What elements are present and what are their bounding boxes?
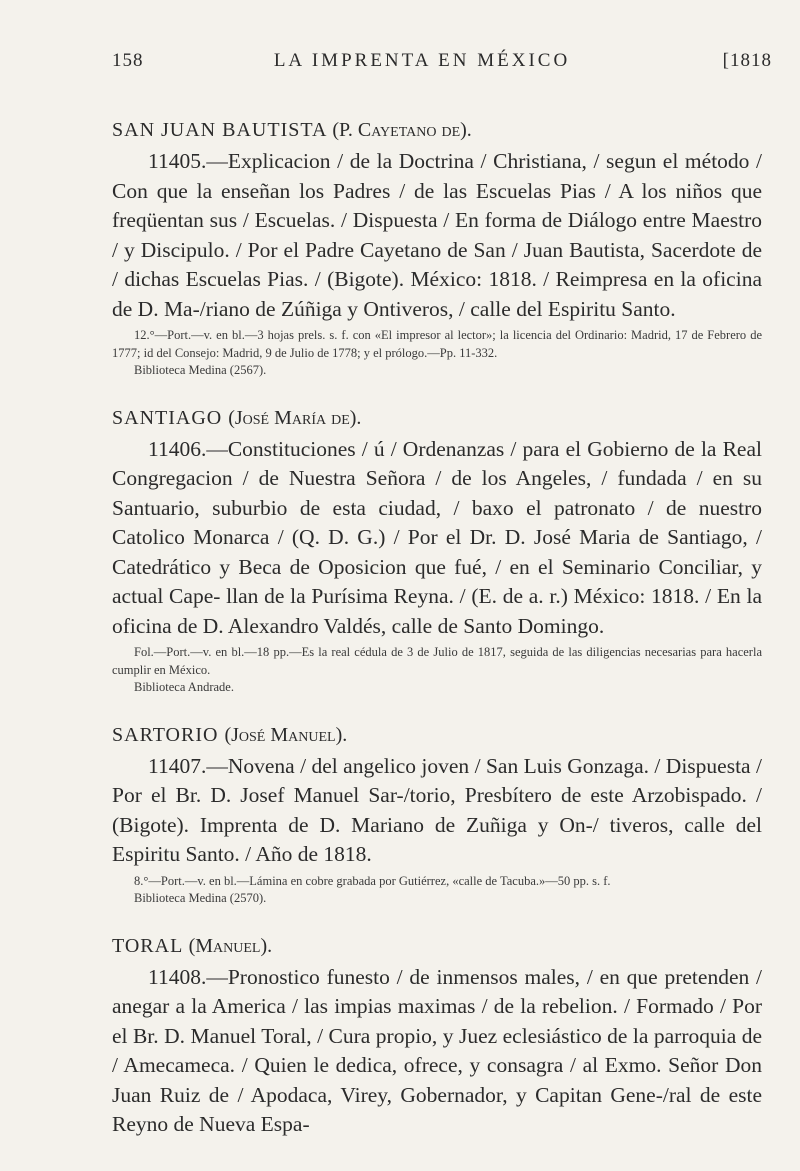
author-name: SAN JUAN BAUTISTA bbox=[112, 119, 327, 141]
entry-11408 bbox=[112, 932, 762, 1140]
entry-library: Biblioteca Medina (2570). bbox=[134, 891, 267, 905]
author-name: TORAL bbox=[112, 934, 183, 957]
entry-text: 11406.—Constituciones / ú / Ordenanzas / para el Gobierno de la Real Congregacion / de Nuestra Señora / de los Angeles, / fundada / en su Santuario, suburbio de esta ciudad, / baxo el patronato / de nuestro Catolico Monarca / (Q. D. G.) / Por el Dr. D. José Maria de Santiago, / Catedrático y Beca de Oposicion que fué, / en el Seminario Conciliar, y actual Cape- llan de la Purísima Reyna. / (E. de a. r.) México: 1818. / En la oficina de D. Alexandro Valdés, calle de Santo Domingo. bbox=[112, 436, 762, 638]
entry-library: Biblioteca Medina (2567). bbox=[134, 363, 267, 377]
entry-text: 11408.—Pronostico funesto / de inmensos males, / en que pretenden / anegar a la America / las impias maximas / de la rebelion. / Formado / Por el Br. D. Manuel Toral, / Cura propio, y Juez eclesiástico de la parroquia de / Amecameca. / Quien le dedica, ofrece, y consagra / al Exmo. Señor Don Juan Ruiz de / Apodaca, Virey, Gobernador, y Capitan Gene-/ral de este Reyno de Nueva Espa- bbox=[112, 964, 762, 1136]
page-body bbox=[112, 116, 762, 1164]
author-qualifier: (Manuel). bbox=[188, 934, 273, 957]
author-qualifier: (José María de). bbox=[228, 406, 362, 429]
author-name: SANTIAGO bbox=[112, 406, 223, 429]
author-qualifier: (P. Cayetano de). bbox=[332, 119, 472, 141]
running-head bbox=[112, 50, 772, 78]
entry-heading bbox=[112, 721, 762, 750]
running-title: LA IMPRENTA EN MÉXICO bbox=[273, 50, 571, 71]
entry-11406 bbox=[112, 404, 762, 697]
entry-11407 bbox=[112, 721, 762, 908]
entry-note: 12.°—Port.—v. en bl.—3 hojas prels. s. f. con «El impresor al lector»; la licencia del Ordinario: Madrid, 17 de Febrero de 1777; id del Consejo: Madrid, 9 de Julio de 1778; y el prólogo.—Pp. 11-332. bbox=[112, 328, 762, 360]
entry-11405 bbox=[112, 116, 762, 380]
author-name: SARTORIO bbox=[112, 723, 219, 746]
entry-text: 11407.—Novena / del angelico joven / San Luis Gonzaga. / Dispuesta / Por el Br. D. Josef Manuel Sar-/torio, Presbítero de este Arzobispado. / (Bigote). Imprenta de D. Mariano de Zuñiga y On-/ tiveros, calle del Espiritu Santo. / Año de 1818. bbox=[112, 753, 762, 866]
author-qualifier: (José Manuel). bbox=[224, 723, 348, 746]
entry-library: Biblioteca Andrade. bbox=[134, 680, 234, 694]
entry-heading bbox=[112, 404, 762, 433]
running-year: [1818 bbox=[722, 50, 772, 71]
page-number: 158 bbox=[112, 50, 144, 71]
entry-text: 11405.—Explicacion / de la Doctrina / Christiana, / segun el método / Con que la enseñan los Padres / de las Escuelas Pias / A los niños que freqüentan sus / Escuelas. / Dispuesta / En forma de Diálogo entre Maestro / y Discipulo. / Por el Padre Cayetano de San / Juan Bautista, Sacerdote de / dichas Escuelas Pias. / (Bigote). México: 1818. / Reimpresa en la oficina de D. Ma-/riano de Zúñiga y Ontiveros, / calle del Espiritu Santo. bbox=[112, 149, 762, 321]
entry-note: Fol.—Port.—v. en bl.—18 pp.—Es la real cédula de 3 de Julio de 1817, seguida de las diligencias necesarias para hacerla cumplir en México. bbox=[112, 645, 762, 677]
entry-heading bbox=[112, 116, 762, 145]
entry-note: 8.°—Port.—v. en bl.—Lámina en cobre grabada por Gutiérrez, «calle de Tacuba.»—50 pp. s. f. bbox=[134, 873, 611, 888]
entry-heading bbox=[112, 932, 762, 961]
